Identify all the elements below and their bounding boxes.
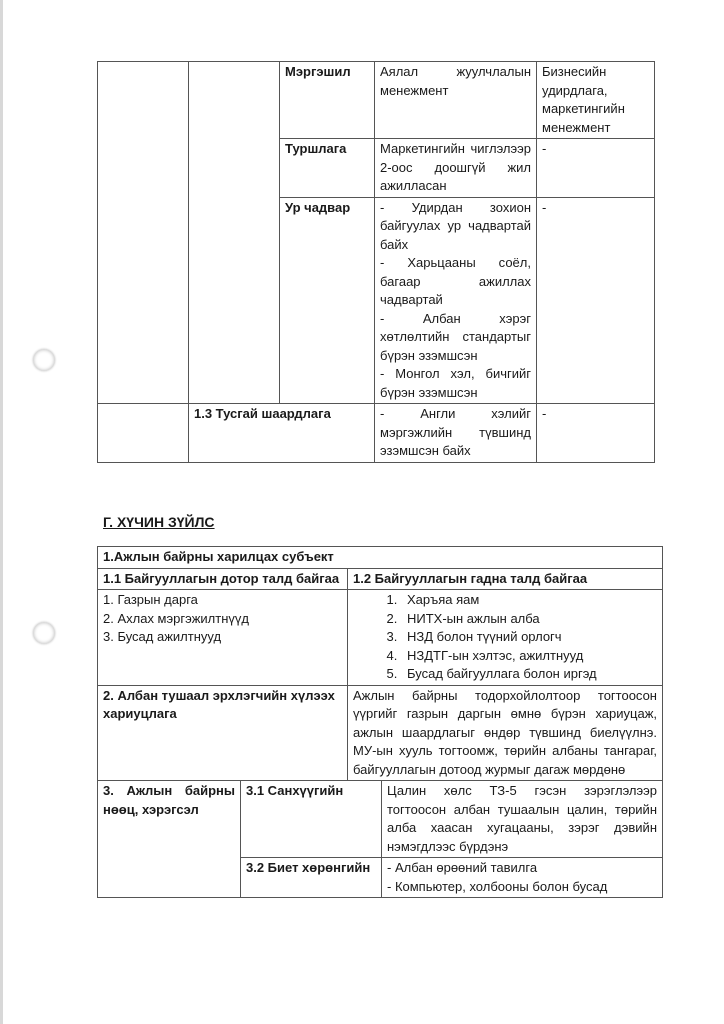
alternative-cell: - [537,404,655,463]
list-item: 2. Ахлах мэргэжилтнүүд [103,610,249,626]
list-item: 3. НЗД болон түүний орлогч [401,628,657,647]
empty-cell [98,404,189,463]
requirement-text: Аялал жуулчлалын менежмент [380,64,531,98]
table-row [98,685,663,781]
section-title: Г. ХҮЧИН ЗҮЙЛС [103,514,215,530]
list-item: 4. НЗДТГ-ын хэлтэс, ажилтнууд [401,647,657,666]
row-label: Ур чадвар [280,197,375,404]
punch-hole-bottom [33,622,55,644]
internal-list [98,590,348,686]
list-item: 2. НИТХ-ын ажлын алба [401,610,657,629]
responsibility-text: Ажлын байрны тодорхойлолтоор тогтоосон үүргийг газрын даргын өмнө бүрэн хариуцаж, ажлын шаардлагыг өндөр түвшинд биелүүлнэ. МУ-ын хууль тогтоомж, төрийн албаны тангараг, байгууллагын дотоод журмыг дагаж мөрдөнө [348,685,663,781]
table-header: 1.Ажлын байрны харилцах субъект [98,547,663,569]
external-list-cell [348,590,663,686]
requirement-text: - Албан хэрэг хөтлөлтийн стандартыг бүрэн эзэмшсэн [380,310,531,363]
physical-label: 3.2 Биет хөрөнгийн [241,858,382,898]
financial-text: Цалин хөлс ТЗ-5 гэсэн зэрэглэлээр тогтоосон албан тушаалын цалин, төрийн алба хаасан хугацааны, зэрэг дэвийн нэмэгдлээс бүрдэнэ [382,781,663,858]
empty-cell [189,62,280,404]
responsibility-label: 2. Албан тушаал эрхлэгчийн хүлээх хариуцлага [98,685,348,781]
requirements-table [97,61,655,463]
alternative-cell: Бизнесийн удирдлага, маркетингийн менежмент [537,62,655,139]
table-row [98,62,655,139]
factors-table [97,546,663,898]
external-list [353,591,657,684]
punch-hole-top [33,349,55,371]
list-item: - Компьютер, холбооны болон бусад [387,878,608,894]
list-item: 3. Бусад ажилтнууд [103,629,222,644]
requirement-text: Маркетингийн чиглэлээр 2-оос доошгүй жил ажилласан [380,141,531,193]
table-row [98,781,663,858]
alternative-cell: - [537,139,655,198]
list-item: 1. Газрын дарга [103,592,198,607]
table-row [98,547,663,569]
physical-list [382,858,663,898]
resources-label: 3. Ажлын байрны нөөц, хэрэгсэл [98,781,241,898]
special-requirement-label: 1.3 Тусгай шаардлага [189,404,375,463]
list-item: - Албан өрөөний тавилга [387,860,538,875]
financial-label: 3.1 Санхүүгийн [241,781,382,858]
alternative-cell: - [537,197,655,404]
requirement-cell [375,139,537,198]
table-row [98,404,655,463]
requirement-cell [375,62,537,139]
table-row [98,568,663,590]
list-item: 1. Харъяа яам [401,591,657,610]
list-item: 5. Бусад байгууллага болон иргэд [401,665,657,684]
requirement-cell: - Англи хэлийг мэргэжлийн түвшинд эзэмшсэн байх [375,404,537,463]
requirement-text: - Удирдан зохион байгуулах ур чадвартай байх [380,199,531,252]
external-header: 1.2 Байгууллагын гадна талд байгаа [348,568,663,590]
row-label: Туршлага [280,139,375,198]
internal-header: 1.1 Байгууллагын дотор талд байгаа [98,568,348,590]
requirement-text: - Харьцааны соёл, багаар ажиллах чадвартай [380,255,531,307]
row-label: Мэргэшил [280,62,375,139]
requirement-cell [375,197,537,404]
empty-cell [98,62,189,404]
requirement-text: - Монгол хэл, бичгийг бүрэн эзэмшсэн [380,366,531,400]
table-row [98,590,663,686]
page-edge [0,0,3,1024]
